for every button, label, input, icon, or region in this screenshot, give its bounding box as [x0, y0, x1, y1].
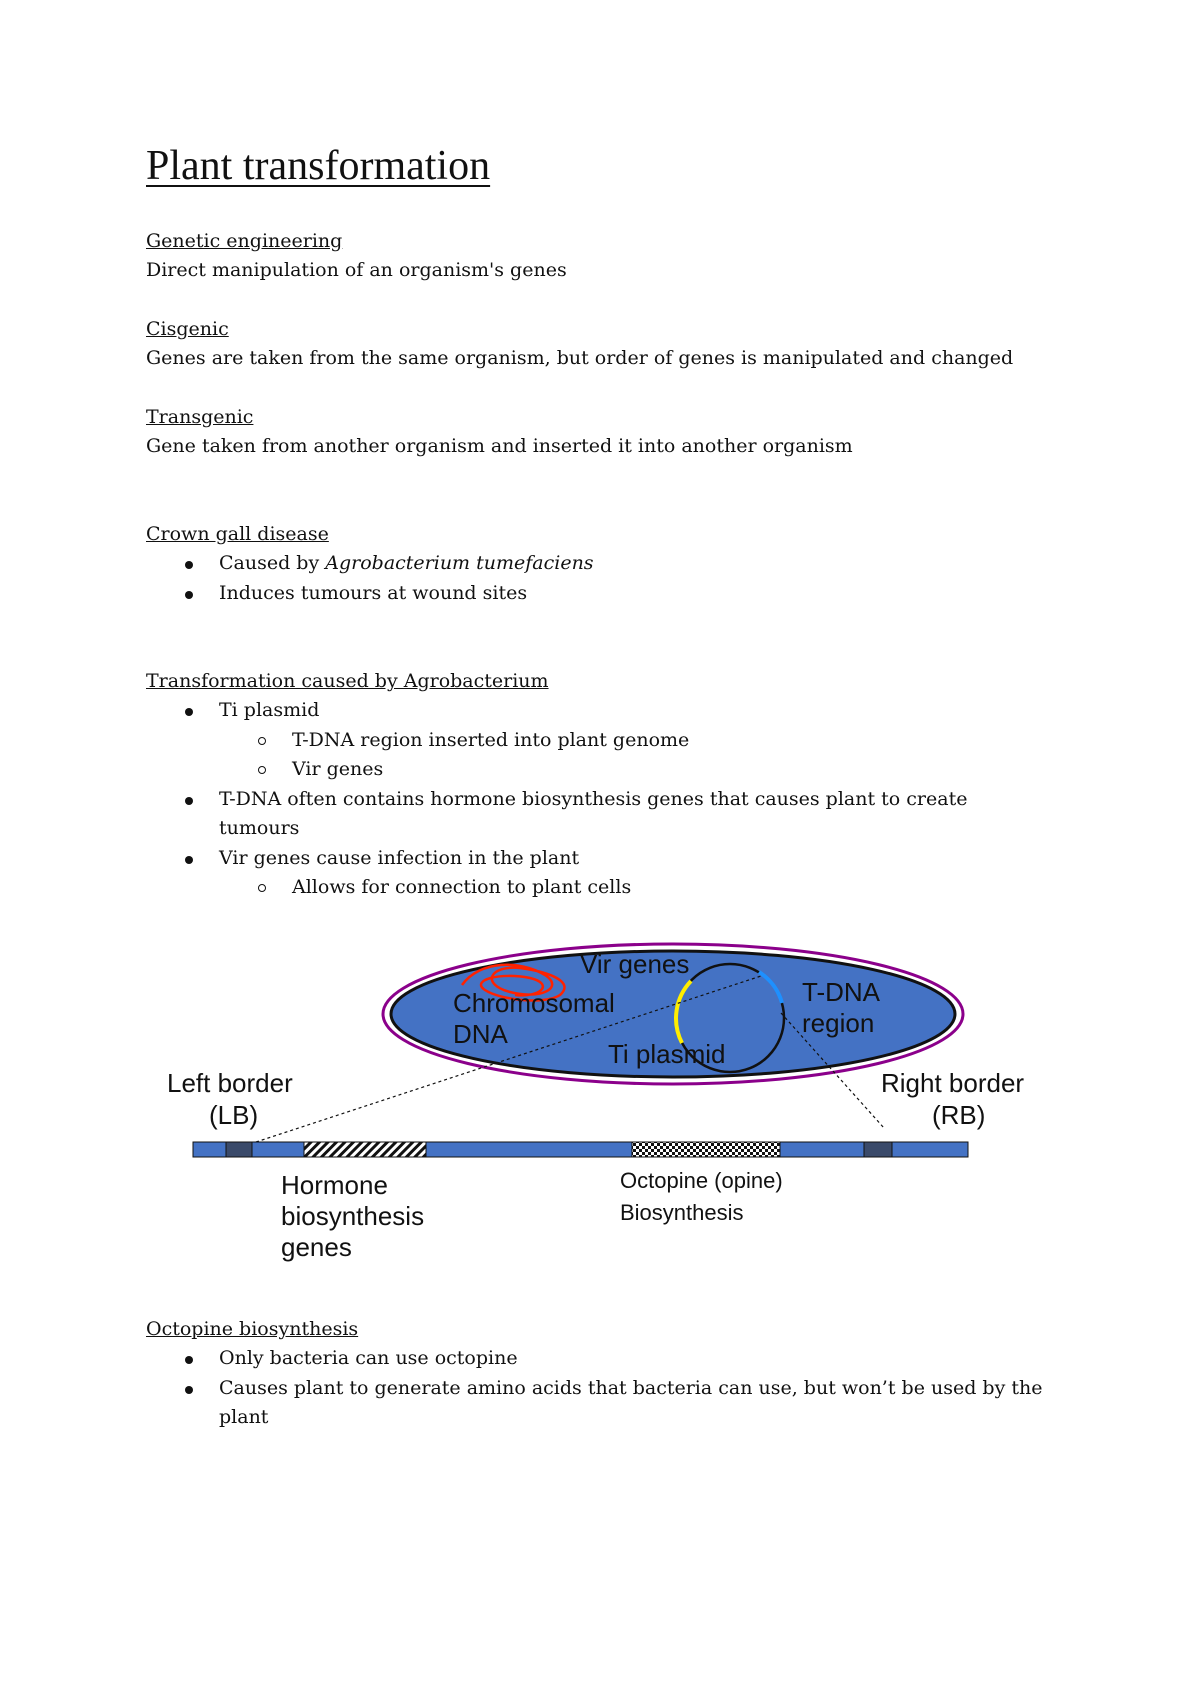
sub-list-item: Allows for connection to plant cells	[146, 873, 967, 903]
label-genes: genes	[281, 1232, 352, 1262]
label-vir-genes: Vir genes	[580, 949, 690, 979]
list-item	[146, 549, 594, 579]
heading-cisgenic: Cisgenic	[146, 318, 229, 340]
definition-genetic-engineering: Direct manipulation of an organism's genes	[146, 259, 567, 281]
label-hormone: Hormone	[281, 1170, 388, 1200]
hormone-genes-segment	[304, 1142, 426, 1157]
species-name: Agrobacterium tumefaciens	[325, 552, 594, 574]
list-item: Causes plant to generate amino acids that bacteria can use, but won’t be used by the	[146, 1374, 1042, 1404]
transformation-list	[146, 696, 967, 903]
label-octopine-biosynthesis: Biosynthesis	[620, 1200, 744, 1225]
label-lb: (LB)	[209, 1100, 259, 1130]
page-title: Plant transformation	[146, 143, 491, 189]
octopine-segment	[632, 1142, 780, 1157]
sub-list-item: Vir genes	[146, 755, 967, 785]
list-item: Only bacteria can use octopine	[146, 1344, 1042, 1374]
label-left-border: Left border	[167, 1068, 293, 1098]
heading-octopine: Octopine biosynthesis	[146, 1318, 359, 1340]
label-right-border: Right border	[881, 1068, 1025, 1098]
label-ti-plasmid: Ti plasmid	[608, 1039, 726, 1069]
label-octopine-opine: Octopine (opine)	[620, 1168, 783, 1193]
heading-crown-gall: Crown gall disease	[146, 523, 329, 545]
right-border-block	[864, 1142, 892, 1157]
list-item-continuation: plant	[219, 1406, 269, 1428]
list-item: Induces tumours at wound sites	[146, 579, 594, 609]
label-chromosomal: Chromosomal	[453, 988, 615, 1018]
octopine-list	[146, 1344, 1042, 1433]
list-item-continuation: tumours	[219, 817, 300, 839]
label-biosynthesis: biosynthesis	[281, 1201, 425, 1231]
list-item: T-DNA often contains hormone biosynthesis genes that causes plant to create	[146, 785, 967, 815]
list-item: Ti plasmid	[146, 696, 967, 726]
heading-transformation: Transformation caused by Agrobacterium	[146, 670, 549, 692]
left-border-block	[226, 1142, 252, 1157]
label-dna: DNA	[453, 1019, 508, 1049]
crown-gall-list	[146, 549, 594, 608]
definition-cisgenic: Genes are taken from the same organism, but order of genes is manipulated and changed	[146, 347, 1014, 369]
list-item: Vir genes cause infection in the plant	[146, 844, 967, 874]
definition-transgenic: Gene taken from another organism and inserted it into another organism	[146, 435, 853, 457]
ti-plasmid-diagram	[0, 930, 1200, 1290]
label-region: region	[802, 1008, 875, 1038]
heading-transgenic: Transgenic	[146, 406, 254, 428]
sub-list-item: T-DNA region inserted into plant genome	[146, 726, 967, 756]
label-t-dna: T-DNA	[802, 977, 880, 1007]
label-rb: (RB)	[932, 1100, 986, 1130]
bullet-text: Caused by	[219, 552, 326, 574]
heading-genetic-engineering: Genetic engineering	[146, 230, 343, 252]
